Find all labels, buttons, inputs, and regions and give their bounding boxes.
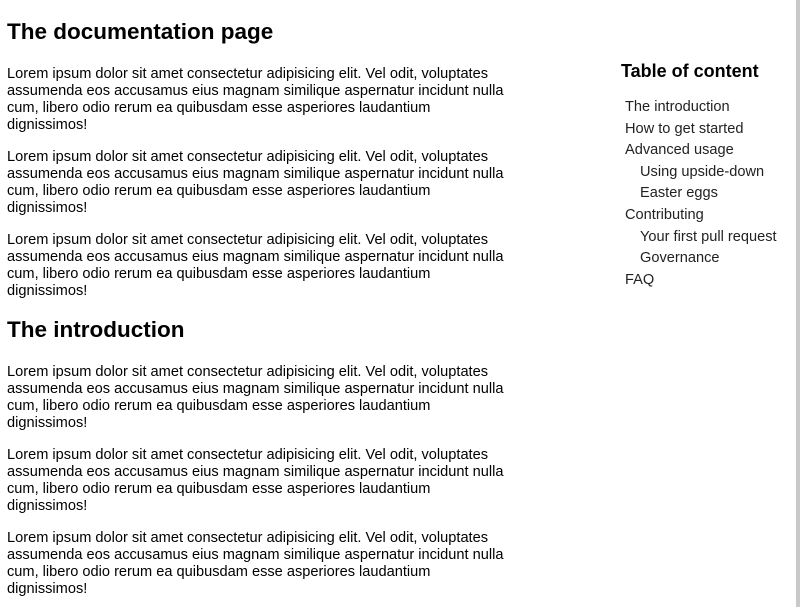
intro-paragraph: Lorem ipsum dolor sit amet consectetur adipisicing elit. Vel odit, voluptates assumenda eos accusamus eius magnam similique aspernatur incidunt nulla cum, libero odio rerum ea quibusdam esse asperiores laudantium dignissimos!: [7, 232, 504, 299]
toc-title: Table of content: [621, 61, 759, 81]
scrollbar[interactable]: [796, 0, 800, 607]
toc-link-governance[interactable]: Governance: [640, 250, 720, 267]
toc-group-contributing: [625, 205, 796, 270]
section-title-introduction: The introduction: [7, 317, 185, 342]
table-of-contents: [621, 60, 796, 291]
toc-group-advanced-usage: [625, 140, 796, 205]
intro-paragraph: Lorem ipsum dolor sit amet consectetur adipisicing elit. Vel odit, voluptates assumenda eos accusamus eius magnam similique aspernatur incidunt nulla cum, libero odio rerum ea quibusdam esse asperiores laudantium dignissimos!: [7, 66, 504, 133]
toc-link-using-upside-down[interactable]: Using upside-down: [640, 163, 765, 180]
toc-link-easter-eggs[interactable]: Easter eggs: [640, 185, 718, 202]
main-content: [7, 18, 507, 607]
toc-link-advanced-usage[interactable]: Advanced usage: [625, 142, 734, 159]
toc-link-faq[interactable]: FAQ: [625, 271, 655, 288]
section-paragraph: Lorem ipsum dolor sit amet consectetur adipisicing elit. Vel odit, voluptates assumenda eos accusamus eius magnam similique aspernatur incidunt nulla cum, libero odio rerum ea quibusdam esse asperiores laudantium dignissimos!: [7, 530, 504, 597]
section-paragraph: Lorem ipsum dolor sit amet consectetur adipisicing elit. Vel odit, voluptates assumenda eos accusamus eius magnam similique aspernatur incidunt nulla cum, libero odio rerum ea quibusdam esse asperiores laudantium dignissimos!: [7, 364, 504, 431]
page-title: The documentation page: [7, 19, 274, 44]
toc-sublist: [625, 227, 796, 270]
section-paragraph: Lorem ipsum dolor sit amet consectetur adipisicing elit. Vel odit, voluptates assumenda eos accusamus eius magnam similique aspernatur incidunt nulla cum, libero odio rerum ea quibusdam esse asperiores laudantium dignissimos!: [7, 447, 504, 514]
toc-sublist: [625, 162, 796, 205]
toc-link-getting-started[interactable]: How to get started: [625, 120, 744, 137]
toc-link-introduction[interactable]: The introduction: [625, 99, 730, 115]
toc-link-contributing[interactable]: Contributing: [625, 206, 704, 223]
toc-link-first-pull-request[interactable]: Your first pull request: [640, 228, 777, 245]
intro-paragraph: Lorem ipsum dolor sit amet consectetur adipisicing elit. Vel odit, voluptates assumenda eos accusamus eius magnam similique aspernatur incidunt nulla cum, libero odio rerum ea quibusdam esse asperiores laudantium dignissimos!: [7, 149, 504, 216]
toc-list: [621, 97, 796, 291]
